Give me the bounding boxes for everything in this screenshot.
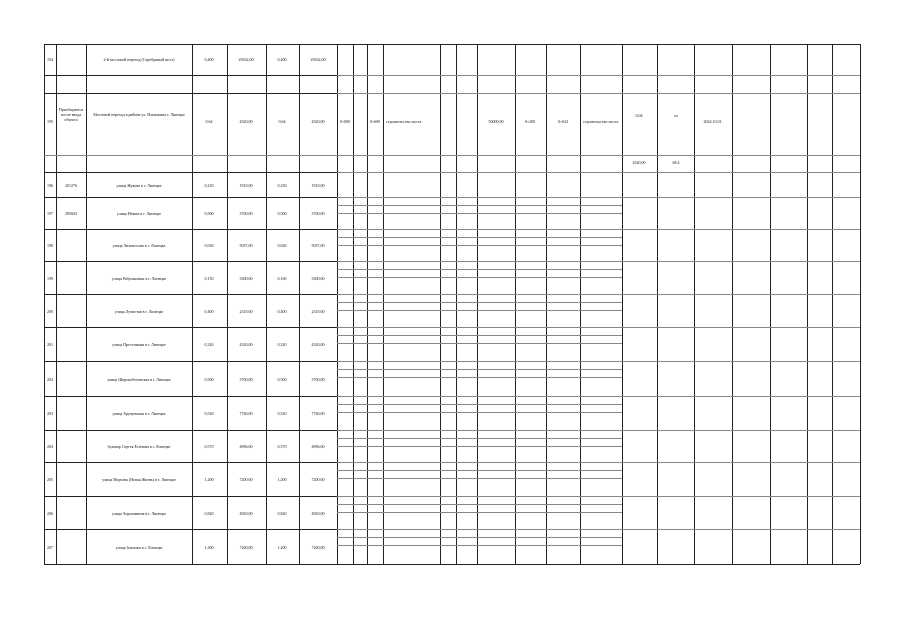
- sub-row-divider: [337, 438, 622, 439]
- grid-vertical-line: [622, 44, 623, 564]
- grid-vertical-line: [832, 44, 833, 564]
- length-value: 0,820: [277, 511, 287, 516]
- area-value: 25632,00: [238, 57, 254, 62]
- row-number: 205: [47, 477, 53, 482]
- length-value: 0,500: [277, 211, 287, 216]
- row-name: 2-й мостовой переход (Серебряный мост): [103, 57, 175, 62]
- cost-value: 50000,00: [488, 119, 504, 124]
- pk-start: 0+000: [339, 119, 351, 124]
- row-code: Приобщаются после ввода объекта: [58, 107, 84, 122]
- row-divider: [44, 261, 337, 262]
- row-divider: [337, 172, 860, 173]
- area-value: 4920,00: [311, 511, 325, 516]
- area-value: 3700,00: [311, 377, 325, 382]
- row-number: 200: [47, 309, 53, 314]
- area-value: 2310,00: [311, 309, 325, 314]
- table-left-border: [44, 44, 45, 564]
- area-value: 4320,00: [311, 342, 325, 347]
- placeholder-value: хх: [674, 113, 678, 118]
- work-type: строительство моста: [386, 119, 422, 124]
- row-divider: [337, 462, 860, 463]
- grid-vertical-line: [299, 44, 300, 564]
- ratio-value: 0,04: [635, 113, 643, 118]
- area-value: 4996,00: [311, 444, 325, 449]
- length-value: 0,570: [204, 444, 214, 449]
- sub-row-divider: [337, 302, 622, 303]
- length-value: 0,64: [205, 119, 213, 124]
- row-code: 201276: [65, 183, 77, 188]
- sub-row-divider: [337, 343, 622, 344]
- sub-row-divider: [44, 155, 860, 156]
- row-divider: [337, 396, 860, 397]
- area-value: 4996,00: [239, 444, 253, 449]
- row-divider: [337, 361, 860, 362]
- grid-vertical-line: [770, 44, 771, 564]
- grid-vertical-line: [86, 44, 87, 564]
- grid-vertical-line: [580, 44, 581, 564]
- row-divider: [337, 93, 860, 94]
- sub-row-divider: [337, 245, 622, 246]
- length-value: 0,64: [278, 119, 286, 124]
- sub-row-divider: [337, 412, 622, 413]
- row-name: улица Жукова в г. Липецке: [116, 183, 162, 188]
- row-divider: [337, 261, 860, 262]
- area-value: 3700,00: [239, 377, 253, 382]
- row-number: 196: [47, 183, 53, 188]
- row-divider: [337, 197, 860, 198]
- row-number: 197: [47, 211, 53, 216]
- grid-vertical-line: [477, 44, 478, 564]
- area-value: 3300,00: [311, 276, 325, 281]
- row-name: улица Лучистая в г. Липецке: [114, 309, 164, 314]
- area-value: 4320,00: [239, 342, 253, 347]
- pk-end: 0+632: [557, 119, 569, 124]
- row-name: улица Моргана (Новая Жизнь) в г. Липецке: [102, 477, 176, 482]
- row-divider: [44, 197, 337, 198]
- area-value: 3700,00: [311, 211, 325, 216]
- sub-row-divider: [337, 478, 622, 479]
- sub-row-divider: [337, 335, 622, 336]
- length-value: 0,500: [204, 377, 214, 382]
- row-divider: [337, 496, 860, 497]
- row-number: 204: [47, 444, 53, 449]
- sub-row-divider: [337, 205, 622, 206]
- area-value: 3700,00: [239, 211, 253, 216]
- table-bottom-border: [44, 564, 860, 565]
- area-value: 25632,00: [310, 57, 326, 62]
- row-number: 194: [47, 57, 53, 62]
- area-value: 1910,00: [311, 183, 325, 188]
- row-divider: [44, 496, 337, 497]
- row-name: улица Хрущевская в г. Липецке: [112, 411, 166, 416]
- length-value: 1,200: [277, 545, 287, 550]
- sub-row-divider: [337, 404, 622, 405]
- length-value: 0,320: [204, 342, 214, 347]
- area-value: 7740,00: [311, 411, 325, 416]
- area-value: 5037,00: [311, 243, 325, 248]
- area-value: 7200,00: [239, 545, 253, 550]
- row-number: 198: [47, 243, 53, 248]
- length-value: 0,150: [204, 276, 214, 281]
- row-number: 202: [47, 377, 53, 382]
- sub-row-divider: [337, 277, 622, 278]
- length-value: 0,500: [277, 377, 287, 382]
- length-value: 1,300: [204, 545, 214, 550]
- sub-row-divider: [337, 512, 622, 513]
- grid-vertical-line: [456, 44, 457, 564]
- length-value: 0,520: [277, 411, 287, 416]
- row-name: бульвар Сергея Есенина в г. Липецке: [107, 444, 171, 449]
- row-divider: [44, 229, 337, 230]
- row-name: улица Рябушкиных в г. Липецке: [111, 276, 167, 281]
- grid-vertical-line: [657, 44, 658, 564]
- date-value: 2024.10.01.: [703, 119, 723, 124]
- area-value: 7200,00: [311, 477, 325, 482]
- row-divider: [44, 396, 337, 397]
- row-name: Мостовой переход в районе ул. Ильюшина г. Липецке: [93, 112, 185, 117]
- work-type: строительство моста: [583, 119, 619, 124]
- length-value: 0,160: [277, 276, 287, 281]
- length-value: 0,320: [277, 342, 287, 347]
- row-name: улица Зоюшки в г. Липецке: [115, 545, 163, 550]
- length-value: 0,520: [204, 411, 214, 416]
- grid-vertical-line: [192, 44, 193, 564]
- row-name: улица Нежки в г. Липецке: [117, 211, 161, 216]
- table-top-border: [44, 44, 860, 45]
- row-divider: [337, 430, 860, 431]
- length-value: 0,570: [277, 444, 287, 449]
- row-divider: [44, 462, 337, 463]
- area-value: 1910,00: [239, 183, 253, 188]
- sub-row-divider: [337, 213, 622, 214]
- sub-row-divider: [337, 377, 622, 378]
- area-value: 3300,00: [239, 276, 253, 281]
- pk-end: 0+600: [369, 119, 381, 124]
- sub-row-divider: [337, 237, 622, 238]
- sub-row-divider: [337, 310, 622, 311]
- grid-vertical-line: [227, 44, 228, 564]
- area-value: 7740,00: [239, 411, 253, 416]
- sub-row-divider: [337, 269, 622, 270]
- row-number: 207: [47, 545, 53, 550]
- sub-row-divider: [337, 446, 622, 447]
- length-value: 0,230: [277, 183, 287, 188]
- length-value: 0,400: [277, 309, 287, 314]
- sub-row-divider: [337, 545, 622, 546]
- row-divider: [337, 327, 860, 328]
- sub-value: 4320,00: [632, 160, 646, 165]
- length-value: 0,500: [204, 211, 214, 216]
- length-value: 0,820: [204, 511, 214, 516]
- row-divider: [44, 75, 337, 76]
- row-divider: [44, 430, 337, 431]
- grid-vertical-line: [860, 44, 861, 564]
- area-value: 7200,00: [239, 477, 253, 482]
- sub-row-divider: [337, 369, 622, 370]
- row-code: 295843: [65, 211, 77, 216]
- area-value: 2310,00: [239, 309, 253, 314]
- row-divider: [44, 327, 337, 328]
- grid-vertical-line: [440, 44, 441, 564]
- grid-vertical-line: [546, 44, 547, 564]
- area-value: 4920,00: [239, 511, 253, 516]
- area-value: 5037,00: [239, 243, 253, 248]
- row-divider: [44, 93, 337, 94]
- length-value: 1,200: [277, 477, 287, 482]
- row-number: 199: [47, 276, 53, 281]
- grid-vertical-line: [56, 44, 57, 564]
- row-number: 203: [47, 411, 53, 416]
- sub-row-divider: [337, 537, 622, 538]
- row-divider: [44, 294, 337, 295]
- row-divider: [337, 294, 860, 295]
- length-value: 0,400: [204, 309, 214, 314]
- row-number: 195: [47, 119, 53, 124]
- row-number: 206: [47, 511, 53, 516]
- row-divider: [337, 229, 860, 230]
- sub-value: 68.4: [672, 160, 680, 165]
- row-divider: [337, 75, 860, 76]
- row-name: улица Престижная в г. Липецке: [112, 342, 166, 347]
- pk-start: 0+200: [524, 119, 536, 124]
- row-name: улица Хорошавина в г. Липецке: [112, 511, 166, 516]
- area-value: 7200,00: [311, 545, 325, 550]
- grid-vertical-line: [266, 44, 267, 564]
- row-number: 201: [47, 342, 53, 347]
- grid-vertical-line: [732, 44, 733, 564]
- grid-vertical-line: [367, 44, 368, 564]
- length-value: 0,630: [204, 243, 214, 248]
- area-value: 4320,00: [311, 119, 325, 124]
- grid-vertical-line: [383, 44, 384, 564]
- grid-vertical-line: [807, 44, 808, 564]
- length-value: 0,400: [277, 57, 287, 62]
- row-name: улица Широкобегинская в г. Липецке: [107, 377, 171, 382]
- grid-vertical-line: [694, 44, 695, 564]
- grid-vertical-line: [353, 44, 354, 564]
- sub-row-divider: [337, 504, 622, 505]
- sub-row-divider: [337, 470, 622, 471]
- grid-vertical-line: [515, 44, 516, 564]
- row-divider: [44, 172, 337, 173]
- length-value: 1,200: [204, 477, 214, 482]
- row-divider: [44, 361, 337, 362]
- row-name: улица Лихоносова в г. Липецке: [112, 243, 166, 248]
- length-value: 0,400: [204, 57, 214, 62]
- length-value: 0,630: [277, 243, 287, 248]
- grid-vertical-line: [337, 44, 338, 564]
- area-value: 4320,00: [239, 119, 253, 124]
- row-divider: [337, 529, 860, 530]
- length-value: 0,230: [204, 183, 214, 188]
- row-divider: [44, 529, 337, 530]
